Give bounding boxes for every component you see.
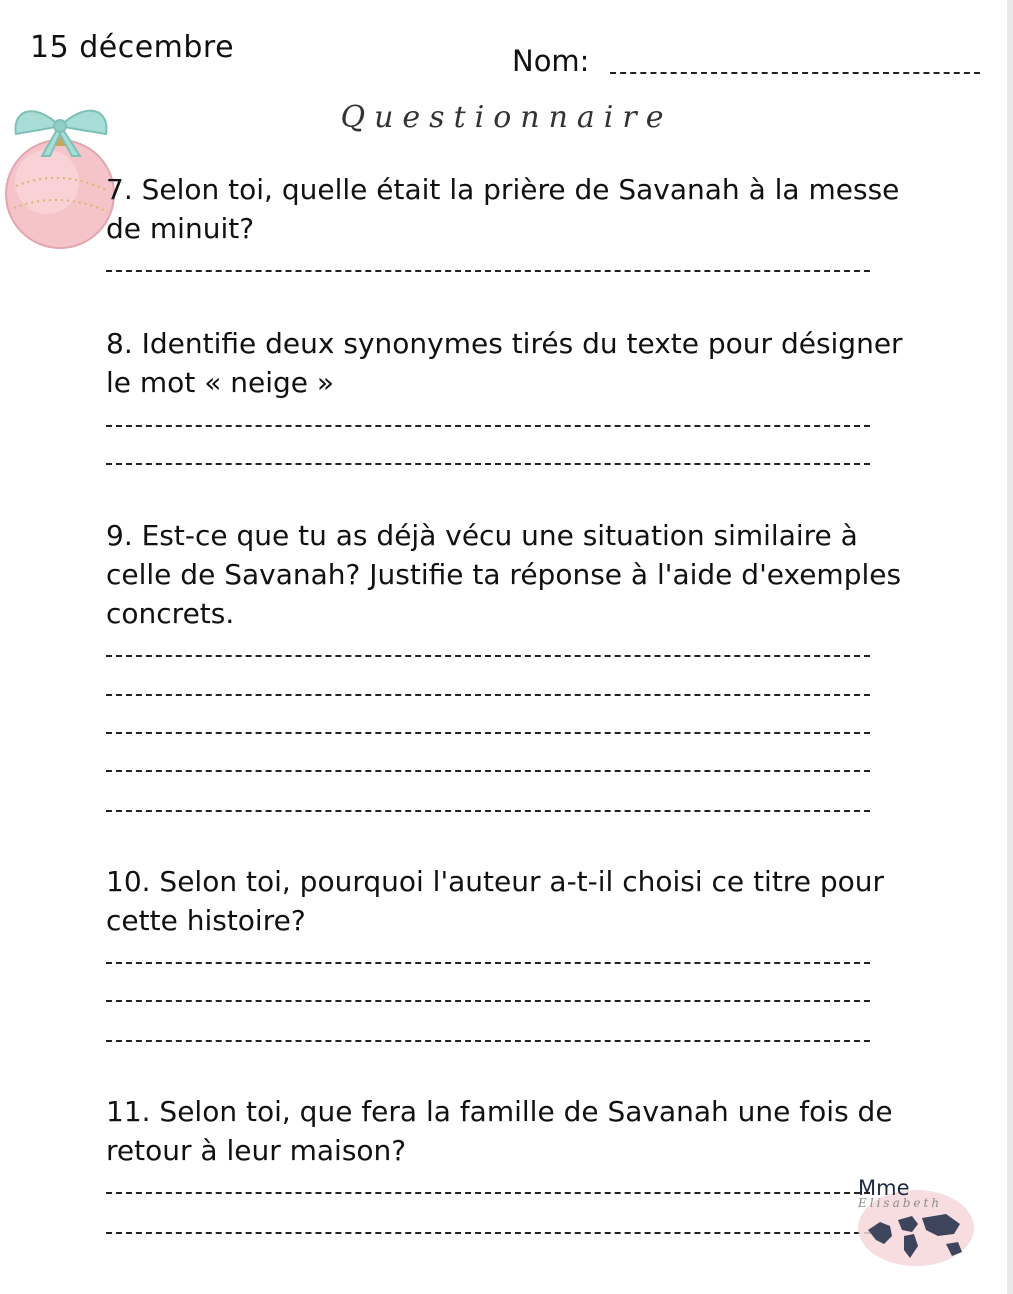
logo-line-1: Mme: [858, 1176, 910, 1200]
logo-line-2: Elisabeth: [858, 1196, 943, 1210]
question-7: 7. Selon toi, quelle était la prière de Savanah à la messe de minuit?: [106, 173, 900, 245]
question-10: 10. Selon toi, pourquoi l'auteur a-t-il choisi ce titre pour cette histoire?: [106, 865, 884, 937]
answer-line-9-3[interactable]: [106, 732, 870, 734]
question-11: 11. Selon toi, que fera la famille de Savanah une fois de retour à leur maison?: [106, 1095, 893, 1167]
name-label: Nom:: [512, 44, 590, 78]
logo-text: [858, 1176, 942, 1210]
answer-line-10-1[interactable]: [106, 962, 870, 964]
answer-line-11-1[interactable]: [106, 1192, 870, 1194]
answer-line-10-3[interactable]: [106, 1040, 870, 1042]
answer-line-9-2[interactable]: [106, 694, 870, 696]
page-edge: [1007, 0, 1013, 1294]
answer-line-8-1[interactable]: [106, 425, 870, 427]
name-field[interactable]: [610, 72, 980, 74]
christmas-ornament-icon: [2, 82, 120, 252]
answer-line-11-2[interactable]: [106, 1232, 870, 1234]
answer-line-10-2[interactable]: [106, 1000, 870, 1002]
page-title: Questionnaire: [340, 100, 673, 135]
answer-line-9-5[interactable]: [106, 810, 870, 812]
answer-line-7-1[interactable]: [106, 270, 870, 272]
date-label: 15 décembre: [30, 30, 235, 65]
question-9: 9. Est-ce que tu as déjà vécu une situation similaire à celle de Savanah? Justifie ta réponse à l'aide d'exemples concrets.: [106, 519, 902, 630]
question-8: 8. Identifie deux synonymes tirés du texte pour désigner le mot « neige »: [106, 327, 903, 399]
answer-line-9-4[interactable]: [106, 770, 870, 772]
answer-line-8-2[interactable]: [106, 463, 870, 465]
answer-line-9-1[interactable]: [106, 655, 870, 657]
